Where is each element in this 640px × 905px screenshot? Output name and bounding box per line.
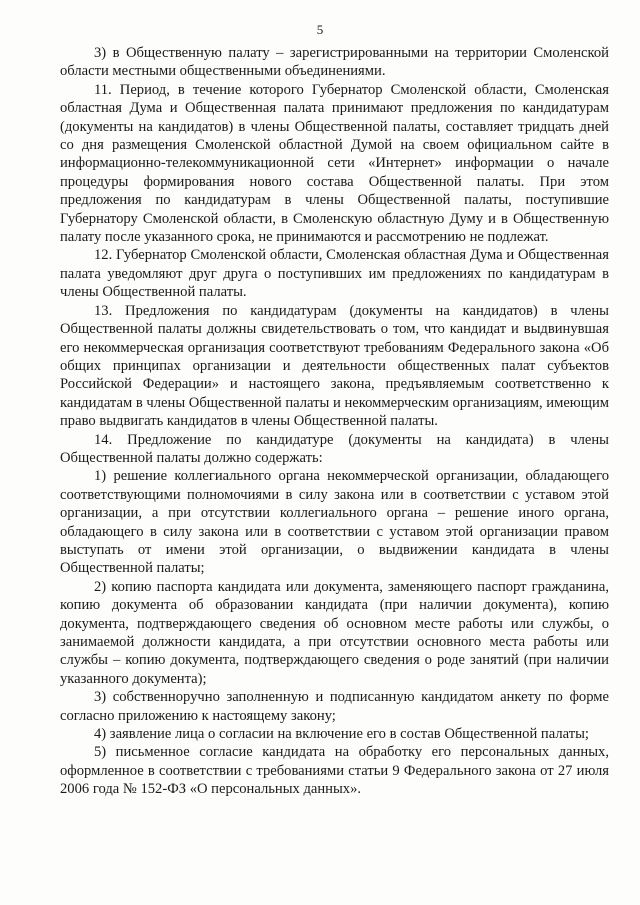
paragraph-14-item-1: 1) решение коллегиального органа некоммерческой организации, обладающего соответствующими полномочиями в силу закона или в соответствии с уставом этой организации, а при отсутствии коллегиального органа – решение иного органа, обладающего в силу закона или в соответствии с уставом этой организации правом выступать от имени этой организации, о выдвижении кандидата в члены Общественной палаты; [60,468,609,577]
paragraph-14-item-2: 2) копию паспорта кандидата или документа, заменяющего паспорт гражданина, копию документа об образовании кандидата (при наличии документа), копию документа, подтверждающего сведения об основном месте работы или службы, о занимаемой должности кандидата, а при отсутствии основного места работы или службы – копию документа, подтверждающего сведения о роде занятий (при наличии указанного документа); [60,578,609,687]
page-number: 5 [316,22,324,37]
paragraph-12: 12. Губернатор Смоленской области, Смоленская областная Дума и Общественная палата уведомляют друг друга о поступивших им предложениях по кандидатурам в члены Общественной палаты. [60,247,609,301]
paragraph-14-item-3: 3) собственноручно заполненную и подписанную кандидатом анкету по форме согласно приложению к настоящему закону; [60,689,609,724]
paragraph-item-3: 3) в Общественную палату – зарегистрированными на территории Смоленской области местными общественными объединениями. [60,45,609,80]
paragraph-11: 11. Период, в течение которого Губернатор Смоленской области, Смоленская областная Дума и Общественная палата принимают предложения по кандидатурам (документы на кандидатов) в члены Общественной палаты, составляет тридцать дней со дня размещения Смоленской областной Думой на своем официальном сайте в информационно-телекоммуникационной сети «Интернет» информации о начале процедуры формирования нового состава Общественной палаты. При этом предложения по кандидатурам в члены Общественной палаты, поступившие Губернатору Смоленской области, в Смоленскую областную Думу и в Общественную палату после указанного срока, не принимаются и рассмотрению не подлежат. [60,81,609,246]
paragraph-14: 14. Предложение по кандидатуре (документы на кандидата) в члены Общественной палаты должно содержать: [60,431,609,466]
paragraph-14-item-4: 4) заявление лица о согласии на включение его в состав Общественной палаты; [94,726,589,743]
paragraph-14-item-5: 5) письменное согласие кандидата на обработку его персональных данных, оформленное в соответствии с требованиями статьи 9 Федерального закона от 27 июля 2006 года № 152-ФЗ «О персональных данных». [60,744,609,798]
document-body [60,44,609,799]
paragraph-13: 13. Предложения по кандидатурам (документы на кандидатов) в члены Общественной палаты должны свидетельствовать о том, что кандидат и выдвинувшая его некоммерческая организация соответствуют требованиям Федерального закона «Об общих принципах организации и деятельности общественных палат субъектов Российской Федерации» и настоящего закона, предъявляемым соответственно к кандидатам в члены Общественной палаты и некоммерческим организациям, имеющим право выдвигать кандидатов в члены Общественной палаты. [60,302,609,430]
